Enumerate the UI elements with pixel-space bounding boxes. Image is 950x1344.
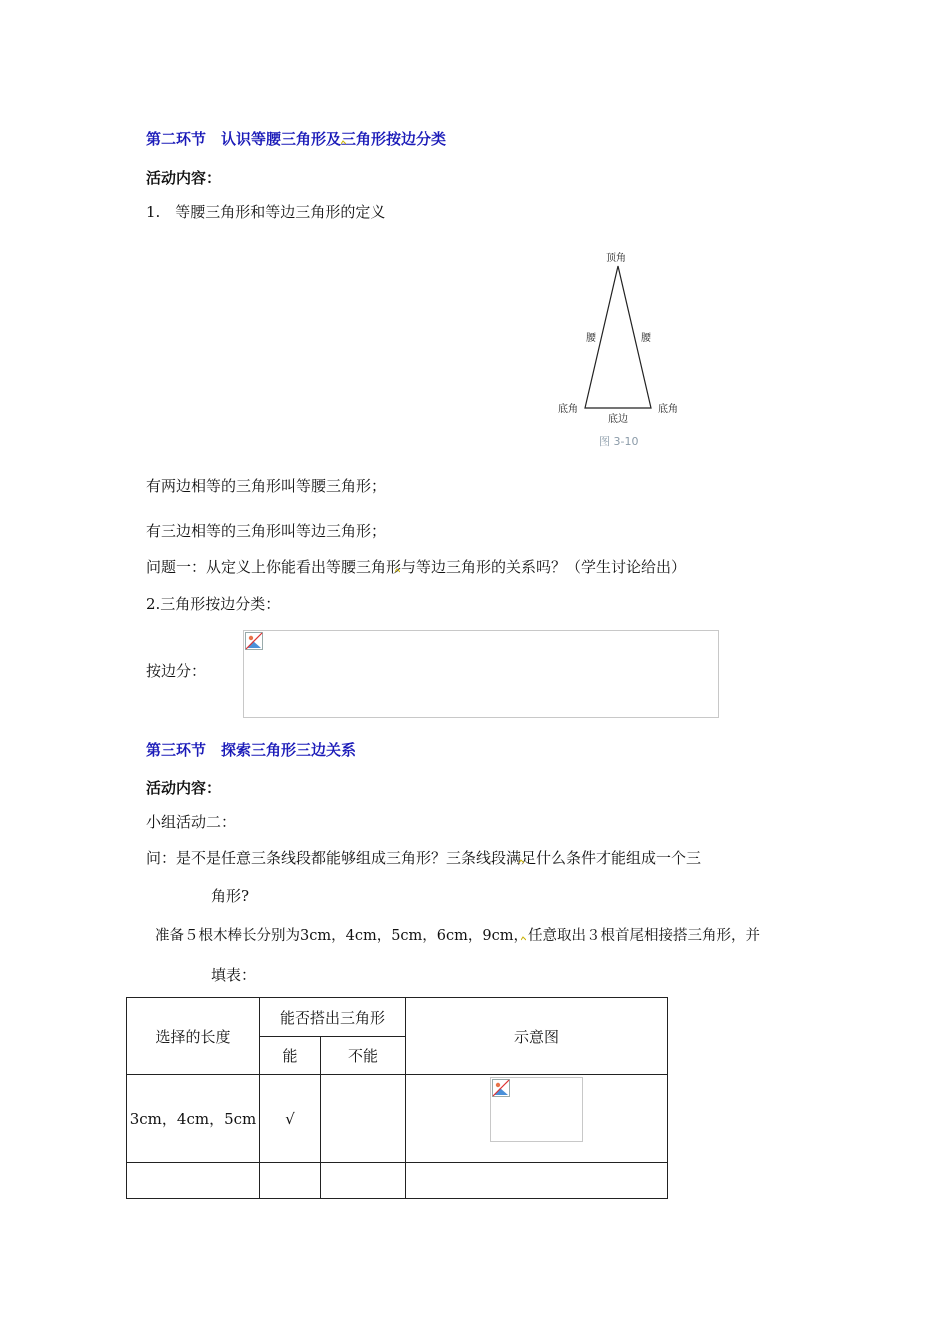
equilateral-definition: 有三边相等的三角形叫等边三角形； bbox=[146, 522, 387, 540]
question-line-2: 角形? bbox=[211, 887, 250, 905]
triangle-sides-table bbox=[126, 997, 668, 1199]
edit-mark-icon bbox=[341, 140, 346, 145]
isosceles-definition: 有两边相等的三角形叫等腰三角形； bbox=[146, 477, 387, 495]
section3-activity-label: 活动内容： bbox=[146, 779, 222, 797]
base-label: 底边 bbox=[608, 414, 628, 425]
row-no bbox=[321, 1163, 406, 1199]
broken-image-icon bbox=[245, 632, 263, 650]
edit-mark-icon bbox=[519, 859, 524, 864]
prepare-line-2: 填表： bbox=[211, 966, 257, 984]
row-yes: √ bbox=[260, 1075, 321, 1163]
classification-image-frame bbox=[243, 630, 719, 718]
row-diagram bbox=[406, 1163, 668, 1199]
prepare-line-1: 准备５根木棒长分别为3cm，4cm，5cm，6cm，9cm，任意取出３根首尾相接搭三角形，并 bbox=[155, 928, 760, 944]
section2-item1: 1. 等腰三角形和等边三角形的定义 bbox=[146, 203, 386, 221]
header-diagram: 示意图 bbox=[406, 998, 668, 1075]
row-length: 3cm，4cm，5cm bbox=[127, 1075, 260, 1163]
leg-right-label: 腰 bbox=[641, 333, 651, 344]
question-line-1: 问：是不是任意三条线段都能够组成三角形？三条线段满足什么条件才能组成一个三 bbox=[146, 849, 702, 867]
row-yes bbox=[260, 1163, 321, 1199]
header-no: 不能 bbox=[321, 1037, 406, 1075]
broken-image-icon bbox=[492, 1079, 510, 1097]
row-diagram bbox=[406, 1075, 668, 1163]
diagram-image-frame bbox=[490, 1077, 583, 1142]
group-activity-label: 小组活动二： bbox=[146, 813, 237, 831]
table-row bbox=[127, 1075, 668, 1163]
figure-caption: 图 3-10 bbox=[599, 435, 639, 448]
header-yes: 能 bbox=[260, 1037, 321, 1075]
section3-title: 第三环节 探索三角形三边关系 bbox=[146, 741, 357, 759]
header-length: 选择的长度 bbox=[127, 998, 260, 1075]
classify-label: 按边分： bbox=[146, 662, 207, 680]
leg-left-label: 腰 bbox=[586, 333, 596, 344]
base-angle-right-label: 底角 bbox=[658, 404, 678, 415]
section2-title: 第二环节 认识等腰三角形及三角形按边分类 bbox=[146, 130, 447, 148]
row-no bbox=[321, 1075, 406, 1163]
question-one: 问题一：从定义上你能看出等腰三角形与等边三角形的关系吗？（学生讨论给出） bbox=[146, 558, 687, 576]
base-angle-left-label: 底角 bbox=[558, 404, 578, 415]
section2-activity-label: 活动内容： bbox=[146, 169, 222, 187]
apex-angle-label: 顶角 bbox=[606, 253, 626, 264]
header-can-form: 能否搭出三角形 bbox=[260, 998, 406, 1037]
edit-mark-icon bbox=[521, 936, 526, 941]
row-length bbox=[127, 1163, 260, 1199]
isosceles-triangle-figure bbox=[552, 246, 692, 452]
table-row bbox=[127, 1163, 668, 1199]
section2-item2: 2.三角形按边分类： bbox=[146, 595, 281, 613]
edit-mark-icon bbox=[395, 568, 400, 573]
